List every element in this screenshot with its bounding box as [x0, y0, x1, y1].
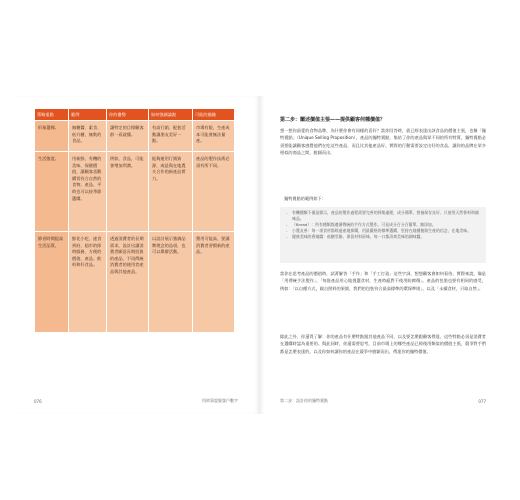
- table-header-cell: 可能的風險: [193, 109, 235, 121]
- table-cell: 費用可能高、要讓消費者習慣新的產品。: [193, 232, 235, 333]
- table-row: [35, 121, 235, 152]
- table-cell: 生活態度。: [35, 152, 69, 232]
- table-cell: 讓特定的目標顧客群一看就懂。: [107, 121, 149, 152]
- left-page: [16, 96, 260, 414]
- page-number: 077: [478, 399, 486, 404]
- section-heading: 第二步：闡述價值主張——提供顧客何種價值？: [280, 117, 386, 123]
- table-cell: 例如，食品，可能會增加利潤。: [107, 152, 149, 232]
- example-list: [286, 210, 480, 240]
- table-cell: 市場有限，生產成本可能會無法量產。: [193, 121, 235, 152]
- table-header-cell: 如何強調論點: [149, 109, 193, 121]
- table-cell: 產品的製作技術必須有所不同。: [193, 152, 235, 232]
- table-header-cell: 策略重點: [35, 109, 69, 121]
- strategy-table: [34, 108, 235, 333]
- list-item: - 有機種類不僅是標示，產品的製作過程需要完善的採集處理，成分簡單、營養保存良好、只使用天然香料和調味品。: [286, 210, 480, 222]
- list-item: - （Bread）：所有種類都遵循傳統的手作方式製作。可見成分百分百簡單、無添加。: [286, 222, 480, 228]
- body-paragraph: 想一想你最愛的食物品牌，為什麼你會有同樣的喜好？當你回答時，就已經表達出該食品的價值主張，也稱「獨特賣點」（Unique Selling Proposition），產品的獨特賣點，集結了你的產品與眾不同的所有特質，獨特賣點必須要能讓顧客感覺他們在吃這些產品，而且比其他產品好。實際的行動需要設定出好的食品，讓你的品牌在眾多相似的商品之間，脫穎而出。: [280, 128, 486, 156]
- body-paragraph: 當你在思考產品的價值時，試著解答「手作」和「手工打造」這些字詞，想想顧客會如何看待，實際來說，像是「用傳統手法製作」、「每批產品用心地挑選食材，生產時絕對不使用防腐劑」。產品的包裝也要有相同的感受，例如：「以自種方式，親自照料的果園，我們的包裝符合最高標準的環保準則」。以及「永續食材，只取自然」。: [280, 271, 486, 291]
- table-header-row: [35, 109, 235, 121]
- table-cell: 以設計展示強調品牌理念的品項，也可以舉辦活動。: [149, 232, 193, 333]
- example-note-box: [280, 207, 486, 263]
- table-cell: 透過消費者的長期需求，設計出讓消費者願意長期投資的產品、不再傳統消費者的使用者產品與其他產品。: [107, 232, 149, 333]
- table-cell: 無糖醬、素食、低升糖、無麩的食品。: [69, 121, 107, 152]
- running-title: 用故事說服客戶數字: [202, 398, 238, 403]
- note-label: 獨特賣點的範例如下：: [284, 196, 326, 201]
- table-row: [35, 232, 235, 333]
- table-cell: 節省時間提高生活品質。: [35, 232, 69, 333]
- body-paragraph: 除此之外，你還得了解：你的產品有什麼特點跟其他產品不同，以及要怎麼跟顧客傳達，這些特點必須是消費者在選購時認為重要的。與此同時，你還需要思考，目前市場上的哪些產品已經使用類似的價值主張，競爭對手們都是怎麼表達的，以及你如何讓你的產品在競爭中脫穎而出，傳達你的獨特價值。: [280, 334, 486, 354]
- table-header-cell: 範例: [69, 109, 107, 121]
- running-title: 第二步：設計你的獨特賣點: [280, 398, 328, 403]
- table-row: [35, 152, 235, 232]
- right-page: [260, 96, 504, 414]
- table-cell: 用新鮮、有機的美味、保健價值，讓顧客喜歡購買符合自然的食物。產品、平時也可以按季節選購。: [69, 152, 107, 232]
- table-cell: 有高行銷、配套活動讓朋友美好一點。: [149, 121, 193, 152]
- table-cell: 鮮花小吃、速食到府、超市的即時服務、方便的價值、產品、飲料和好食品。: [69, 232, 107, 333]
- list-item: - 小農友善：每一項食材都經過產地採購，用最嚴格的標準選購，堅持在地種植與生產的信念，在地美味。: [286, 228, 480, 234]
- list-item: - 健康美味的香辣醬：低糖零脂、保留材料原味，每一口都清爽美味的調味醬。: [286, 234, 480, 240]
- table-header-cell: 你的優勢: [107, 109, 149, 121]
- page-number: 076: [34, 399, 42, 404]
- book-spread: [16, 96, 504, 414]
- table-cell: 形象選擇。: [35, 121, 69, 152]
- table-cell: 能夠運用行銷資源，或是與在地農夫合作的新產品實力。: [149, 152, 193, 232]
